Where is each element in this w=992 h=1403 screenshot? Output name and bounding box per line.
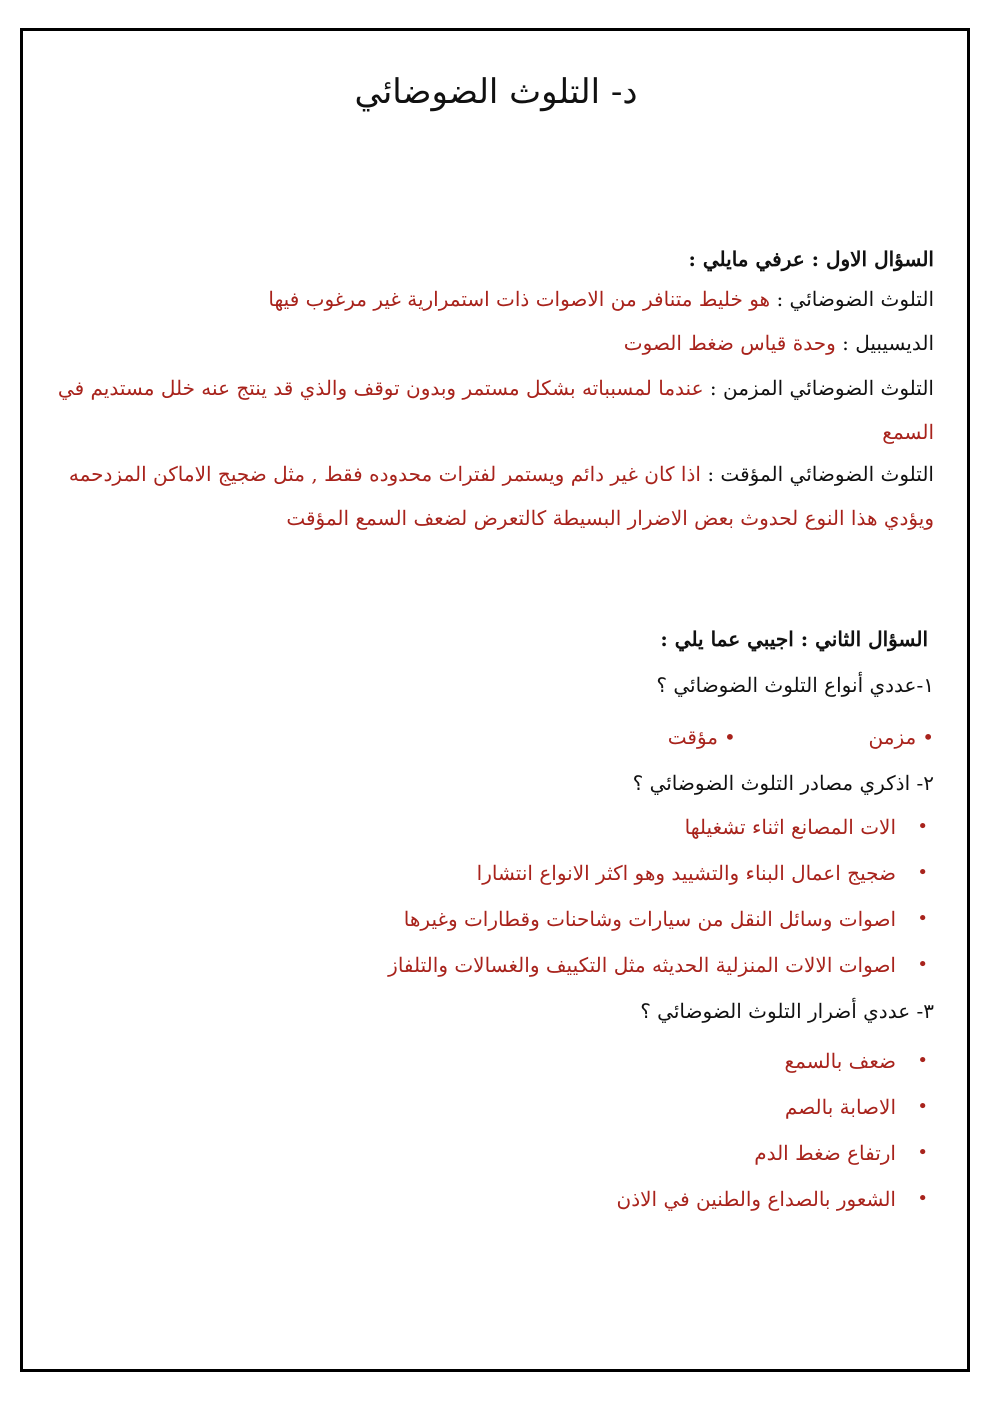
noise-harms-list [56,1038,934,1222]
list-item: • ضعف بالسمع [56,1038,934,1084]
noise-type-item [668,716,736,758]
noise-type-item [869,716,934,758]
definition-noise-pollution [56,278,934,320]
list-item: • ضجيج اعمال البناء والتشييد وهو اكثر الانواع انتشارا [56,850,934,896]
definition-decibel [56,322,934,364]
definition-answer: عندما لمسبباته بشكل مستمر وبدون توقف والذي قد ينتج عنه خلل مستديم في السمع [57,376,934,444]
list-item: • الات المصانع اثناء تشغيلها [56,804,934,850]
definition-term: التلوث الضوضائي المزمن : [709,376,934,400]
list-item: • اصوات الالات المنزلية الحديثه مثل التكييف والغسالات والتلفاز [56,942,934,988]
page-title: د- التلوث الضوضائي [354,72,638,112]
noise-sources-list [56,804,934,988]
q1-heading: السؤال الاول : عرفي مايلي : [688,247,934,271]
definition-temporary-noise [56,452,934,540]
definition-term: التلوث الضوضائي المؤقت : [707,462,934,486]
definition-answer: هو خليط متنافر من الاصوات ذات استمرارية غير مرغوب فيها [268,287,771,311]
bullet-icon: • [724,725,736,749]
q2-heading: السؤال الثاني : اجيبي عما يلي : [660,627,928,651]
bullet-icon: • [922,725,934,749]
definition-term: الديسيبيل : [842,331,934,355]
list-item: • ارتفاع ضغط الدم [56,1130,934,1176]
definition-chronic-noise [56,366,934,454]
q2-item-1-question: ١-عددي أنواع التلوث الضوضائي ؟ [656,673,934,697]
q2-item-2-question: ٢- اذكري مصادر التلوث الضوضائي ؟ [632,771,934,795]
list-item: • اصوات وسائل النقل من سيارات وشاحنات وقطارات وغيرها [56,896,934,942]
noise-type-label: مزمن [868,725,917,749]
q2-item-3-question: ٣- عددي أضرار التلوث الضوضائي ؟ [640,999,934,1023]
noise-types-row [668,716,934,758]
definition-answer: اذا كان غير دائم ويستمر لفترات محدوده فقط , مثل ضجيج الاماكن المزدحمه ويؤدي هذا النوع لحدوث بعض الاضرار البسيطة كالتعرض لضعف السمع المؤقت [68,462,934,530]
noise-type-label: مؤقت [667,725,718,749]
definition-answer: وحدة قياس ضغط الصوت [623,331,836,355]
definition-term: التلوث الضوضائي : [776,287,934,311]
list-item: • الشعور بالصداع والطنين في الاذن [56,1176,934,1222]
list-item: • الاصابة بالصم [56,1084,934,1130]
